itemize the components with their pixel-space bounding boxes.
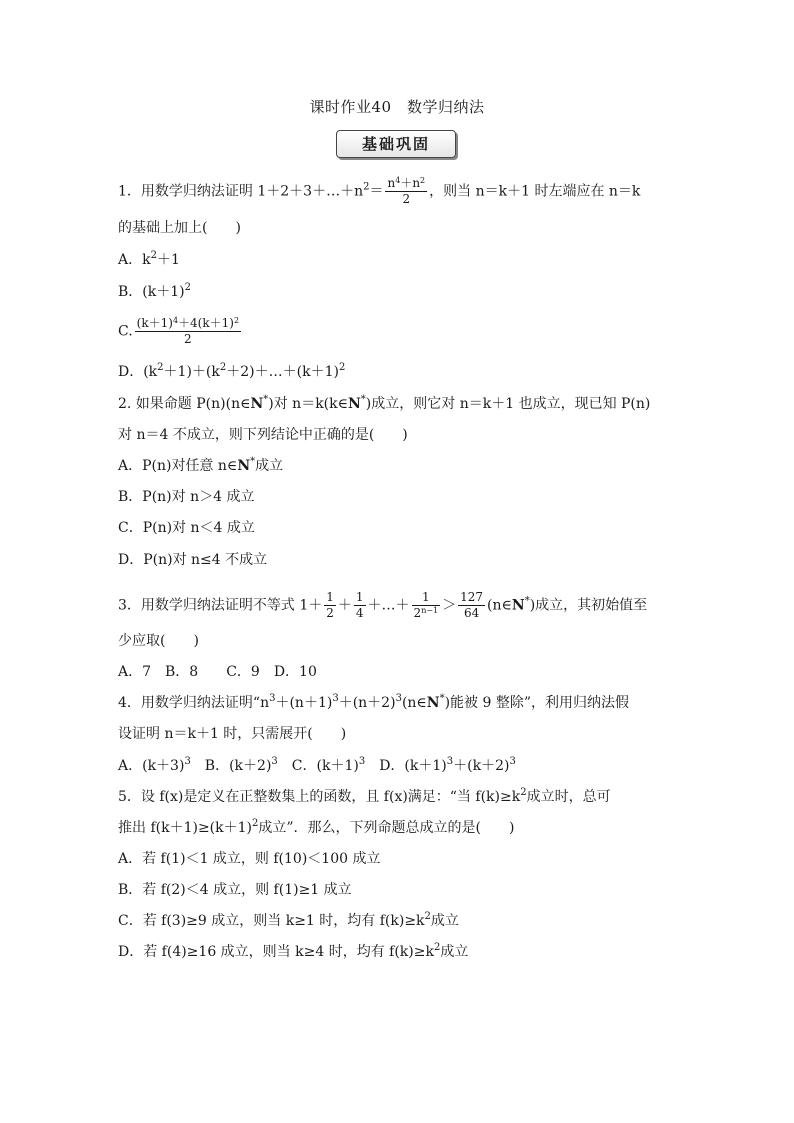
- q4-options: A．$(k+3)^3$ B．$(k+2)^3$ C．$(k+1)^3$ D．$(k+1)^3+(k+2)^3$: [118, 756, 516, 774]
- q3-fraction-quarter: $\frac{1}{4}$: [355, 590, 364, 620]
- page-title: 课时作业40 数学归纳法: [309, 98, 485, 116]
- q5-option-a: A．若 f(1)＜1 成立，则 f(10)＜100 成立: [118, 851, 381, 867]
- q2-option-a: A．P(n)对任意 n∈N*成立: [118, 456, 284, 474]
- section-badge: 基础巩固: [336, 130, 456, 158]
- q2-stem-line1: 2. 如果命题 P(n)(n∈N*)对 n＝k(k∈N*)成立，则它对 n＝k＋1 也成立，现已知 P(n): [118, 394, 651, 412]
- q2-option-d: D．P(n)对 n≤4 不成立: [118, 552, 268, 568]
- q3-fraction-general: $\frac{1}{2^{n-1}}$: [413, 590, 439, 620]
- q1-stem-line2: 的基础上加上( ): [118, 220, 241, 236]
- q1-option-c-fraction: $\frac{(k+1)^4+4(k+1)^2}{2}$: [136, 316, 240, 346]
- q5-option-c: C．若 f(3)≥9 成立，则当 k≥1 时，均有 $f(k)\ge k^2$成立: [118, 911, 459, 929]
- q3-fraction-half: $\frac{1}{2}$: [326, 590, 334, 620]
- q4-stem-line2: 设证明 n＝k＋1 时，只需展开( ): [118, 726, 347, 742]
- q5-option-d: D．若 f(4)≥16 成立，则当 k≥4 时，均有 $f(k)\ge k^2$成立: [118, 942, 469, 960]
- q1-option-a: A．$k^2+1$: [118, 250, 180, 268]
- q4-stem-line1: 4．用数学归纳法证明“$n^3+(n+1)^3+(n+2)^3(n\in N^*)$能被 9 整除”，利用归纳法假: [118, 693, 630, 711]
- q3-fraction-127-64: $\frac{127}{64}$: [460, 590, 484, 620]
- q1-option-d: D．$(k^2+1)+(k^2+2)+\dots+(k+1)^2$: [118, 362, 346, 380]
- q1-option-b: B．$(k+1)^2$: [118, 282, 191, 300]
- q1-fraction: $\frac{n^4+n^2}{2}$: [387, 176, 426, 206]
- q3-stem-line1: 3．用数学归纳法证明不等式 1＋ $\frac{1}{2}$ ＋ $\frac{1}{4}$ ＋…＋ $\frac{1}{2^{n-1}}$ ＞ $\frac{127}{64}$ (n∈N*)成立，其初始值至: [118, 590, 648, 620]
- q3-stem-line2: 少应取( ): [118, 633, 199, 649]
- q5-option-b: B．若 f(2)＜4 成立，则 f(1)≥1 成立: [118, 882, 352, 898]
- q1-stem-line1: 1．用数学归纳法证明 $1+2+3+\dots+n^2=$ $\frac{n^4+n^2}{2}$ ，则当 n＝k＋1 时左端应在 n＝k: [118, 176, 641, 206]
- q2-option-c: C．P(n)对 n＜4 成立: [118, 520, 255, 536]
- q2-stem-line2: 对 n＝4 不成立，则下列结论中正确的是( ): [118, 427, 408, 443]
- q1-option-c: C. $\frac{(k+1)^4+4(k+1)^2}{2}$: [118, 316, 240, 346]
- q3-options: A．7 B．8 C．9 D．10: [118, 664, 317, 680]
- q2-option-b: B．P(n)对 n＞4 成立: [118, 489, 255, 505]
- q5-stem-line2: 推出 $f(k+1)\ge(k+1)^2$成立”．那么，下列命题总成立的是( ): [118, 818, 515, 836]
- q5-stem-line1: 5．设 f(x)是定义在正整数集上的函数，且 f(x)满足：“当 $f(k)\ge k^2$成立时，总可: [118, 787, 611, 805]
